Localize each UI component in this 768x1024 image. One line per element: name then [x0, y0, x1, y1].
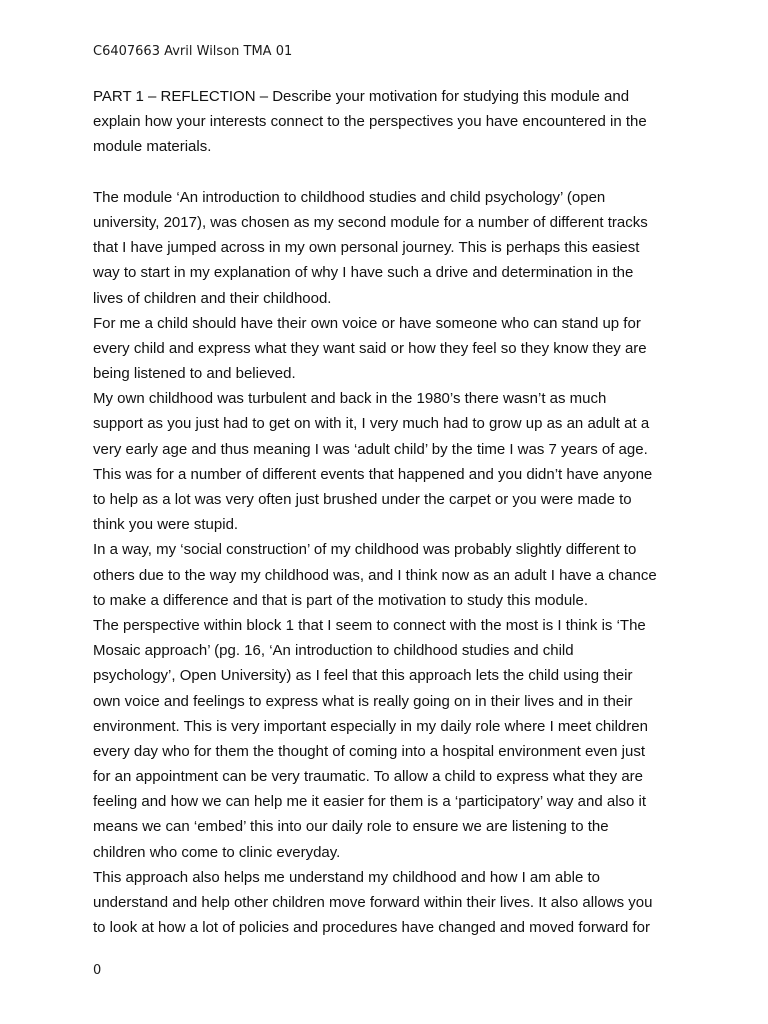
text-line: The module ‘An introduction to childhood studies and child psychology’ (open	[93, 188, 606, 206]
section-heading	[93, 84, 683, 160]
text-line: environment. This is very important especially in my daily role where I meet children	[93, 717, 648, 735]
text-line: being listened to and believed.	[93, 365, 296, 383]
text-line: This was for a number of different events that happened and you didn’t have anyone	[93, 465, 653, 483]
text-line: to help as a lot was very often just brushed under the carpet or you were made to	[93, 491, 632, 508]
text-line: children who come to clinic everyday.	[93, 843, 341, 861]
text-line: lives of children and their childhood.	[93, 289, 332, 307]
page-number: 0	[93, 963, 102, 978]
text-line: own voice and feelings to express what is really going on in their lives and in their	[93, 692, 633, 710]
page-header: C6407663 Avril Wilson TMA 01	[93, 44, 293, 59]
heading-line: PART 1 – REFLECTION – Describe your motivation for studying this module and	[93, 88, 630, 105]
text-line: to look at how a lot of policies and procedures have changed and moved forward for	[93, 919, 651, 937]
text-line: for an appointment can be very traumatic. To allow a child to express what they are	[93, 768, 644, 786]
document-body	[93, 84, 683, 940]
text-line: In a way, my ‘social construction’ of my childhood was probably slightly different to	[93, 541, 637, 559]
reflection-text	[93, 185, 683, 941]
paragraph-spacer	[93, 160, 683, 185]
text-line: think you were stupid.	[93, 516, 239, 534]
text-line: that I have jumped across in my own personal journey. This is perhaps this easiest	[93, 239, 640, 257]
text-line: support as you just had to get on with it, I very much had to grow up as an adult at a	[93, 415, 650, 433]
text-line: This approach also helps me understand my childhood and how I am able to	[93, 868, 600, 886]
text-line: every day who for them the thought of coming into a hospital environment even just	[93, 742, 645, 760]
text-line: The perspective within block 1 that I seem to connect with the most is I think is ‘The	[93, 616, 646, 634]
text-line: My own childhood was turbulent and back in the 1980’s there wasn’t as much	[93, 390, 607, 408]
text-line: feeling and how we can help me it easier for them is a ‘participatory’ way and also it	[93, 793, 647, 811]
heading-line: explain how your interests connect to the perspectives you have encountered in the	[93, 113, 647, 131]
text-line: way to start in my explanation of why I have such a drive and determination in the	[93, 264, 634, 282]
heading-line: module materials.	[93, 138, 212, 156]
text-line: others due to the way my childhood was, and I think now as an adult I have a chance	[93, 566, 657, 584]
text-line: means we can ‘embed’ this into our daily role to ensure we are listening to the	[93, 818, 609, 836]
text-line: For me a child should have their own voice or have someone who can stand up for	[93, 314, 641, 332]
text-line: every child and express what they want said or how they feel so they know they are	[93, 339, 647, 357]
text-line: very early age and thus meaning I was ‘adult child’ by the time I was 7 years of age.	[93, 440, 648, 458]
text-line: understand and help other children move forward within their lives. It also allows you	[93, 894, 653, 911]
text-line: psychology’, Open University) as I feel that this approach lets the child using their	[93, 667, 633, 685]
text-line: Mosaic approach’ (pg. 16, ‘An introduction to childhood studies and child	[93, 642, 574, 660]
text-line: to make a difference and that is part of the motivation to study this module.	[93, 591, 588, 609]
text-line: university, 2017), was chosen as my second module for a number of different tracks	[93, 213, 648, 231]
